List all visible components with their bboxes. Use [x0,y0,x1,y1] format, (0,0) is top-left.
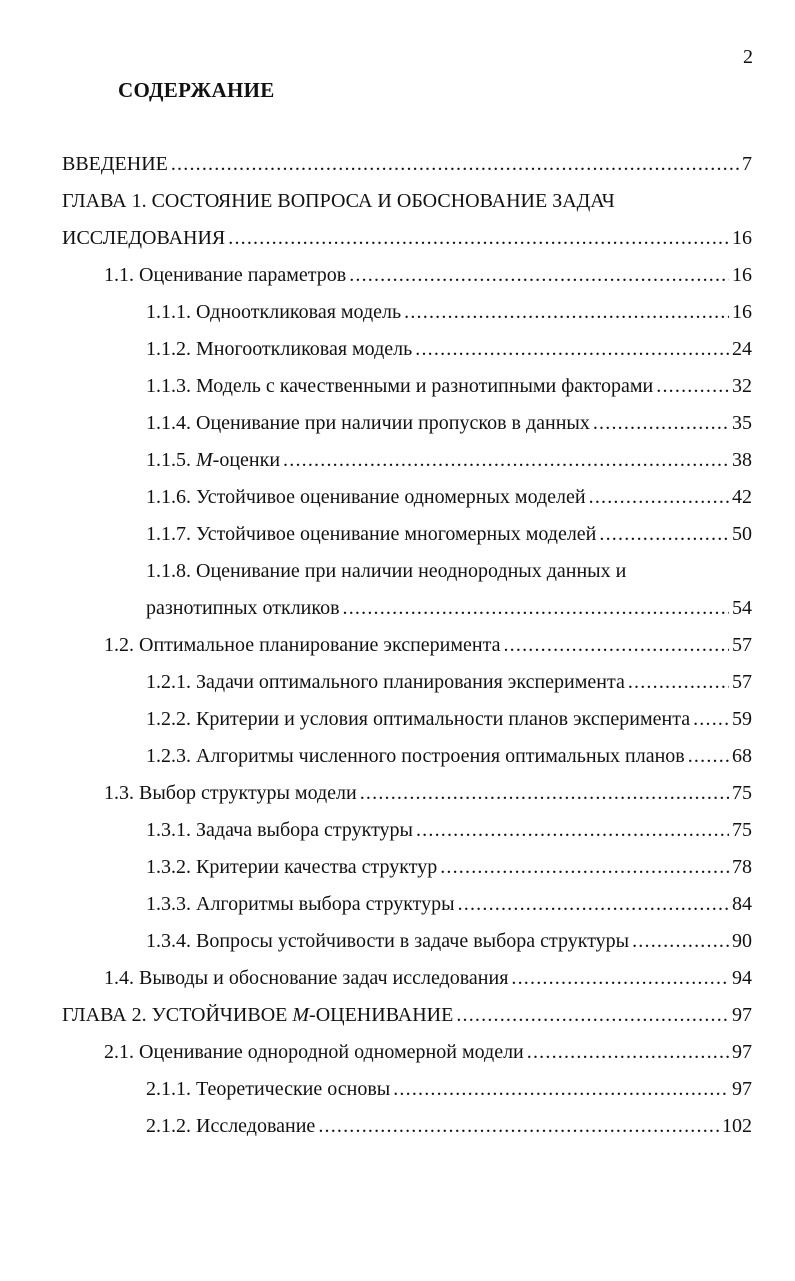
toc-title-suffix: -оценки [212,449,281,471]
toc-leader-dots [628,664,729,701]
toc-entry-title: 1.2.3. Алгоритмы численного построения оптимальных планов [146,745,685,767]
toc-entry-title [62,997,453,1034]
toc-entry-title: 1.4. Выводы и обоснование задач исследования [104,967,509,989]
toc-entry-page: 32 [732,375,752,397]
toc-leader-dots [318,1108,719,1145]
toc-entry-1-1-5 [62,442,752,479]
toc-entry-2-1-1 [62,1071,752,1108]
toc-leader-dots [415,331,729,368]
toc-entry-title: 1.2. Оптимальное планирование эксперимента [104,634,501,656]
toc-entry-1-3-1 [62,812,752,849]
toc-entry-page: 97 [732,1078,752,1100]
toc-leader-dots [656,368,729,405]
toc-leader-dots [416,812,729,849]
toc-leader-dots [440,849,729,886]
math-symbol-m: M [292,1004,310,1026]
toc-entry-title: 1.1.6. Устойчивое оценивание одномерных моделей [146,486,586,508]
toc-entry-title [146,442,280,479]
toc-entry-title: ИССЛЕДОВАНИЯ [62,227,226,249]
toc-leader-dots [343,590,729,627]
toc-entry-1-1-8-line-2 [62,590,752,627]
toc-entry-page: 68 [732,745,752,767]
toc-entry-page: 57 [732,634,752,656]
toc-entry-1-3-2 [62,849,752,886]
toc-entry-page: 42 [732,486,752,508]
toc-entry-page: 24 [732,338,752,360]
toc-entry-page: 57 [732,671,752,693]
toc-entry-page: 102 [722,1115,752,1137]
toc-entry-page: 75 [732,782,752,804]
toc-entry-1-1-7 [62,516,752,553]
toc-entry-page: 54 [732,597,752,619]
toc-leader-dots [527,1034,729,1071]
page-number: 2 [743,46,753,68]
toc-entry-1-2-3 [62,738,752,775]
toc-entry-title: 1.1.4. Оценивание при наличии пропусков в данных [146,412,590,434]
toc-entry-chapter-2 [62,997,752,1034]
toc-entry-1-3 [62,775,752,812]
toc-entry-title: 1.3.1. Задача выбора структуры [146,819,413,841]
toc-entry-1-2 [62,627,752,664]
toc-entry-2-1-2 [62,1108,752,1145]
math-symbol-m: M [196,449,213,471]
toc-leader-dots [503,627,729,664]
table-of-contents [62,146,752,1145]
toc-entry-page: 94 [732,967,752,989]
toc-entry-title: 2.1.2. Исследование [146,1115,316,1137]
toc-leader-dots [393,1071,729,1108]
toc-entry-page: 90 [732,930,752,952]
toc-title-prefix: 1.1.5. [146,449,196,471]
toc-leader-dots [458,886,729,923]
toc-leader-dots [632,923,729,960]
toc-entry-title: ВВЕДЕНИЕ [62,153,168,175]
toc-leader-dots [589,479,729,516]
toc-entry-title: 1.2.2. Критерии и условия оптимальности планов эксперимента [146,708,691,730]
toc-entry-title: 1.3.2. Критерии качества структур [146,856,438,878]
toc-entry-title: 1.3. Выбор структуры модели [104,782,357,804]
toc-entry-page: 50 [732,523,752,545]
toc-leader-dots [688,738,729,775]
toc-entry-title: ГЛАВА 1. СОСТОЯНИЕ ВОПРОСА И ОБОСНОВАНИЕ ЗАДАЧ [62,190,615,212]
toc-entry-1-3-4 [62,923,752,960]
toc-entry-page: 78 [732,856,752,878]
toc-entry-title: разнотипных откликов [146,597,340,619]
toc-leader-dots [511,960,729,997]
toc-entry-1-3-3 [62,886,752,923]
toc-leader-dots [599,516,729,553]
toc-leader-dots [283,442,729,479]
toc-leader-dots [456,997,729,1034]
toc-entry-page: 84 [732,893,752,915]
toc-entry-title: 1.1.1. Однооткликовая модель [146,301,402,323]
toc-entry-introduction [62,146,752,183]
toc-leader-dots [349,257,729,294]
toc-leader-dots [228,220,729,257]
toc-entry-1-1-2 [62,331,752,368]
toc-entry-2-1 [62,1034,752,1071]
toc-entry-title: 1.1.8. Оценивание при наличии неоднородных данных и [146,560,627,582]
toc-entry-1-4 [62,960,752,997]
toc-entry-page: 75 [732,819,752,841]
toc-entry-page: 97 [732,1041,752,1063]
toc-entry-title: 1.2.1. Задачи оптимального планирования эксперимента [146,671,625,693]
toc-entry-page: 97 [732,1004,752,1026]
toc-entry-chapter-1-line-2 [62,220,752,257]
toc-entry-title: 1.1.7. Устойчивое оценивание многомерных моделей [146,523,597,545]
toc-entry-1-1-3 [62,368,752,405]
toc-entry-title: 1.3.4. Вопросы устойчивости в задаче выбора структуры [146,930,630,952]
toc-entry-page: 16 [732,264,752,286]
toc-entry-1-2-1 [62,664,752,701]
toc-entry-1-1-8-line-1 [62,553,752,590]
toc-entry-1-1 [62,257,752,294]
toc-entry-1-1-4 [62,405,752,442]
toc-leader-dots [404,294,729,331]
toc-entry-title: 1.1.2. Многооткликовая модель [146,338,413,360]
toc-entry-title: 2.1.1. Теоретические основы [146,1078,391,1100]
toc-leader-dots [693,701,729,738]
toc-entry-page: 7 [742,153,752,175]
toc-entry-1-2-2 [62,701,752,738]
toc-entry-title: 1.1. Оценивание параметров [104,264,347,286]
toc-entry-page: 59 [732,708,752,730]
toc-title-suffix: -ОЦЕНИВАНИЕ [309,1004,454,1026]
toc-entry-1-1-6 [62,479,752,516]
toc-entry-title: 1.1.3. Модель с качественными и разнотипными факторами [146,375,654,397]
toc-leader-dots [593,405,729,442]
toc-entry-1-1-1 [62,294,752,331]
toc-entry-page: 16 [732,227,752,249]
toc-entry-page: 38 [732,449,752,471]
toc-leader-dots [171,146,739,183]
toc-leader-dots [360,775,729,812]
toc-entry-title: 1.3.3. Алгоритмы выбора структуры [146,893,455,915]
contents-heading: СОДЕРЖАНИЕ [118,78,275,102]
toc-entry-page: 35 [732,412,752,434]
toc-entry-title: 2.1. Оценивание однородной одномерной модели [104,1041,524,1063]
toc-title-prefix: ГЛАВА 2. УСТОЙЧИВОЕ [62,1004,293,1026]
toc-entry-page: 16 [732,301,752,323]
toc-entry-chapter-1-line-1 [62,183,752,220]
